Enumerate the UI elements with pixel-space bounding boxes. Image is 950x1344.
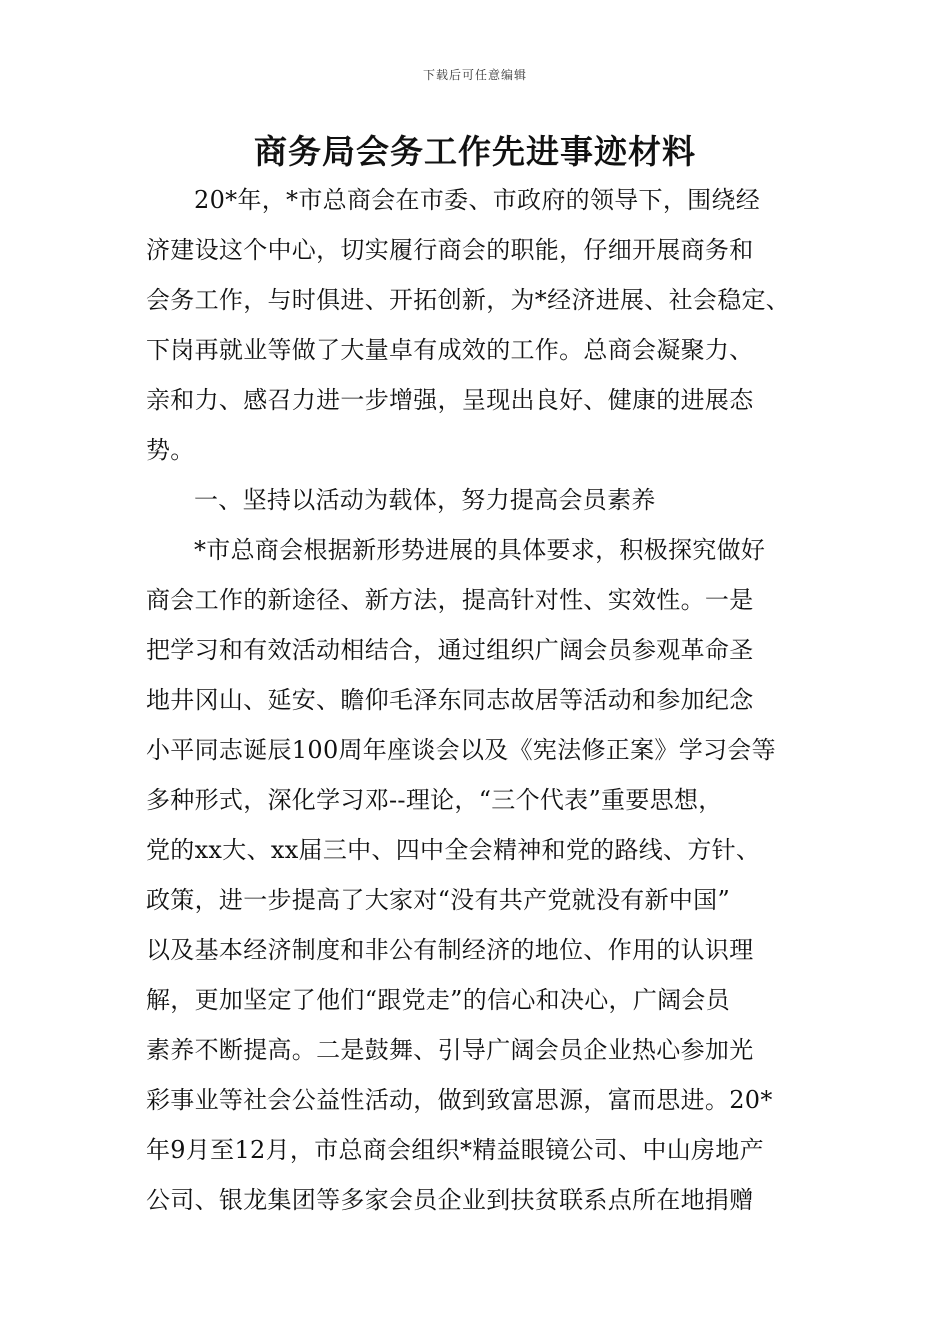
body-line: 把学习和有效活动相结合，通过组织广阔会员参观革命圣 [146, 636, 754, 664]
document-title: 商务局会务工作先进事迹材料 [254, 132, 696, 171]
body-line: 多种形式，深化学习邓--理论，“三个代表”重要思想， [146, 786, 723, 814]
section-heading: 一、坚持以活动为载体，努力提高会员素养 [194, 486, 656, 514]
body-line: 势。 [146, 436, 195, 464]
body-line: 亲和力、感召力进一步增强，呈现出良好、健康的进展态 [146, 386, 754, 414]
header-note: 下载后可任意编辑 [422, 68, 527, 82]
body-line: 地井冈山、延安、瞻仰毛泽东同志故居等活动和参加纪念 [146, 686, 754, 714]
body-line: 下岗再就业等做了大量卓有成效的工作。总商会凝聚力、 [146, 336, 754, 364]
body-line: 素养不断提高。二是鼓舞、引导广阔会员企业热心参加光 [146, 1036, 754, 1064]
body-line: 党的xx大、xx届三中、四中全会精神和党的路线、方针、 [146, 836, 761, 864]
body-line: 年9月至12月，市总商会组织*精益眼镜公司、中山房地产 [146, 1136, 764, 1164]
body-line: 会务工作，与时俱进、开拓创新，为*经济进展、社会稳定、 [146, 286, 791, 314]
body-line: 解，更加坚定了他们“跟党走”的信心和决心，广阔会员 [146, 986, 731, 1014]
body-line: 彩事业等社会公益性活动，做到致富思源，富而思进。20* [146, 1086, 773, 1114]
body-line: 小平同志诞辰100周年座谈会以及《宪法修正案》学习会等 [146, 736, 776, 764]
body-line: 以及基本经济制度和非公有制经济的地位、作用的认识理 [146, 936, 754, 964]
body-line: 济建设这个中心，切实履行商会的职能，仔细开展商务和 [146, 236, 754, 264]
body-line: *市总商会根据新形势进展的具体要求，积极探究做好 [194, 536, 766, 564]
body-line: 商会工作的新途径、新方法，提高针对性、实效性。一是 [146, 586, 754, 614]
body-line: 20*年，*市总商会在市委、市政府的领导下，围绕经 [194, 186, 761, 214]
body-line: 公司、银龙集团等多家会员企业到扶贫联系点所在地捐赠 [146, 1186, 754, 1214]
body-line: 政策，进一步提高了大家对“没有共产党就没有新中国” [146, 886, 731, 914]
